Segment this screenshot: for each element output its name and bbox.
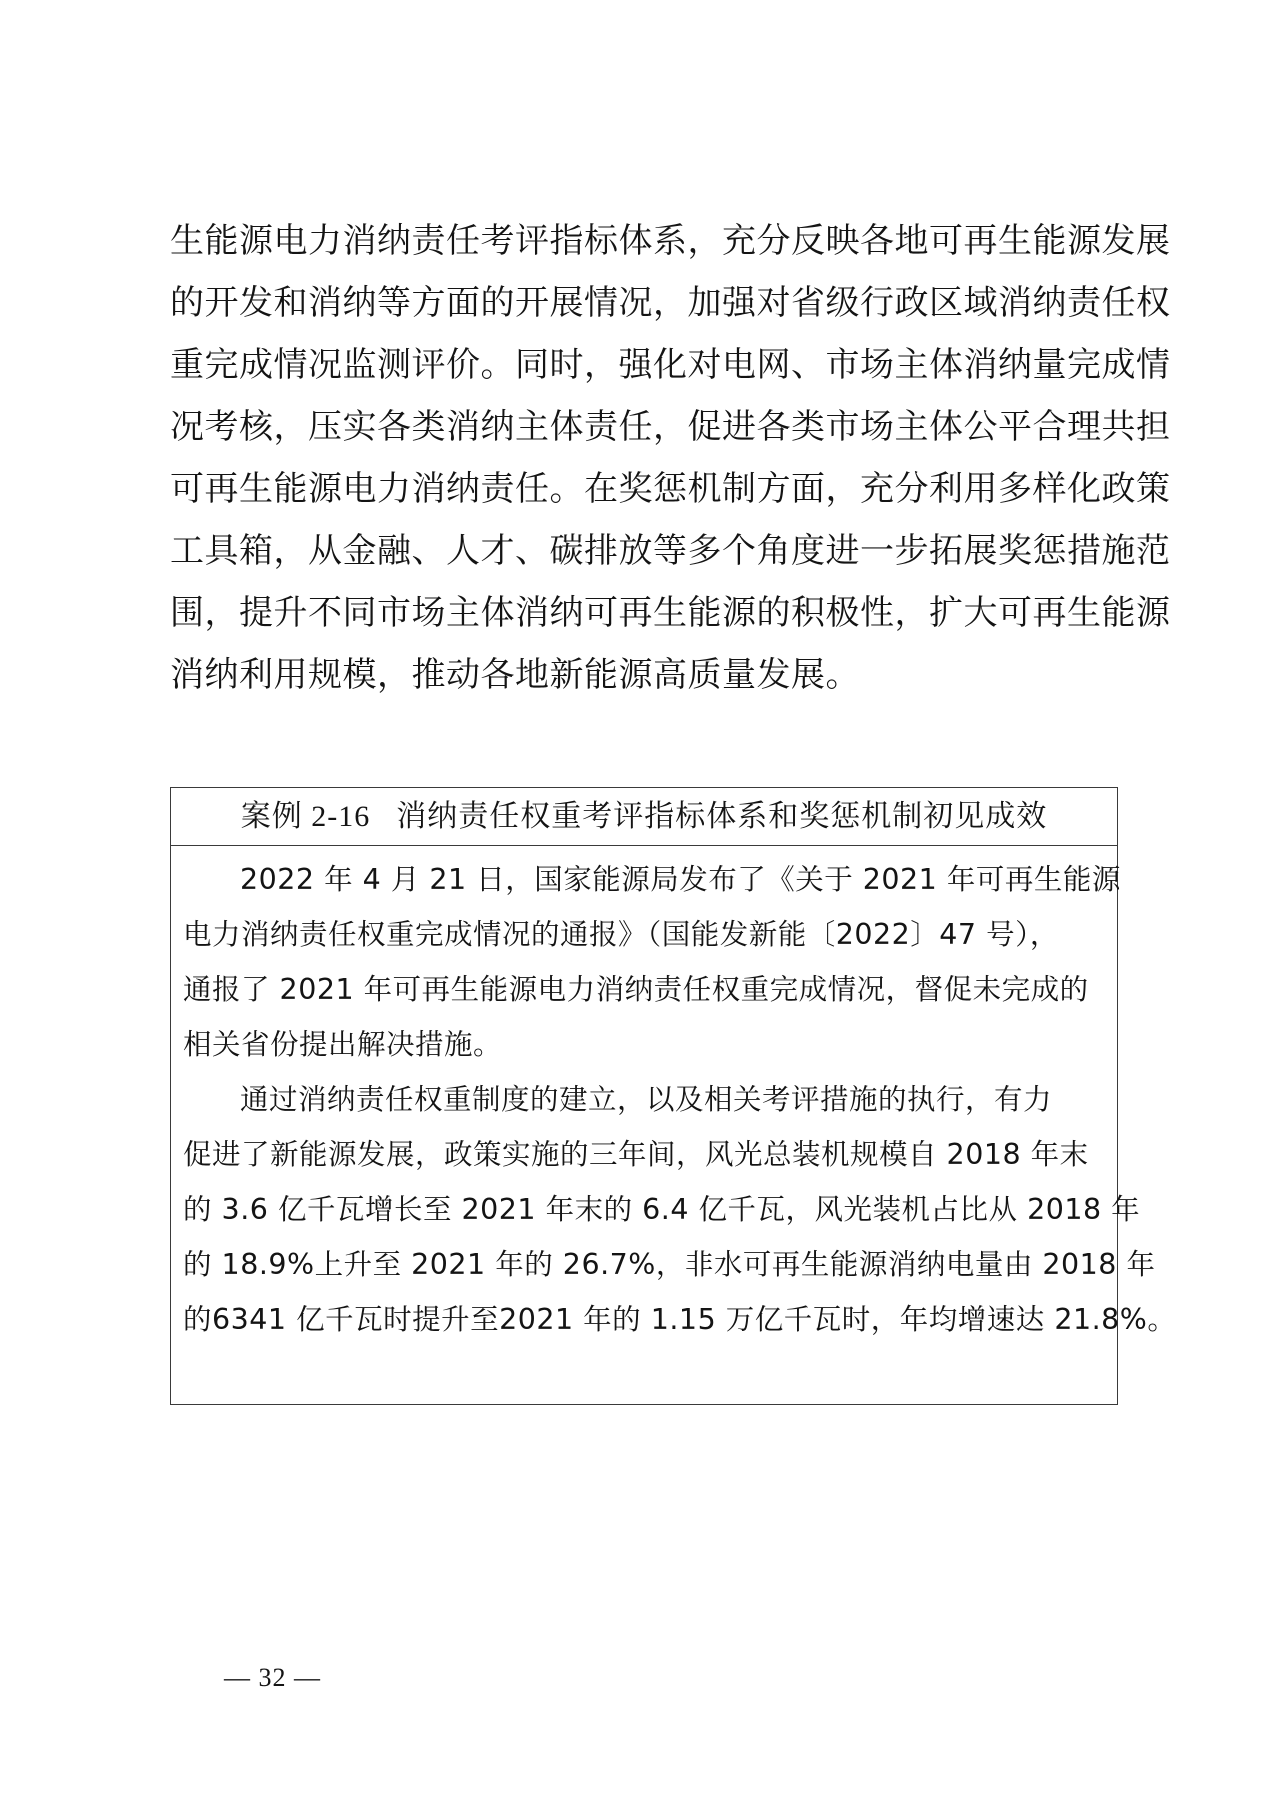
body-line: 可再生能源电力消纳责任。在奖惩机制方面，充分利用多样化政策 bbox=[170, 469, 1171, 509]
case-paragraph bbox=[183, 1072, 1177, 1347]
case-line: 通报了 2021 年可再生能源电力消纳责任权重完成情况，督促未完成的 bbox=[183, 973, 1089, 1006]
body-line: 的开发和消纳等方面的开展情况，加强对省级行政区域消纳责任权 bbox=[170, 283, 1171, 323]
case-label: 案例 2-16 bbox=[240, 800, 371, 833]
body-line: 况考核，压实各类消纳主体责任，促进各类市场主体公平合理共担 bbox=[170, 407, 1171, 447]
case-body bbox=[171, 846, 1177, 1347]
case-title-text: 消纳责任权重考评指标体系和奖惩机制初见成效 bbox=[396, 799, 1048, 834]
case-line: 相关省份提出解决措施。 bbox=[183, 1028, 503, 1061]
body-line: 生能源电力消纳责任考评指标体系，充分反映各地可再生能源发展 bbox=[170, 221, 1171, 261]
case-line: 的6341 亿千瓦时提升至2021 年的 1.15 万亿千瓦时，年均增速达 21.8%。 bbox=[183, 1303, 1177, 1336]
case-line: 的 18.9%上升至 2021 年的 26.7%，非水可再生能源消纳电量由 2018 年 bbox=[183, 1248, 1156, 1281]
case-line: 2022 年 4 月 21 日，国家能源局发布了《关于 2021 年可再生能源 bbox=[240, 863, 1121, 896]
case-study-box bbox=[170, 787, 1177, 1405]
body-paragraph bbox=[170, 210, 1171, 706]
case-paragraph bbox=[183, 852, 1121, 1072]
case-line: 电力消纳责任权重完成情况的通报》（国能发新能〔2022〕47 号）， bbox=[183, 918, 1059, 951]
body-line: 围，提升不同市场主体消纳可再生能源的积极性，扩大可再生能源 bbox=[170, 593, 1171, 633]
body-line: 工具箱，从金融、人才、碳排放等多个角度进一步拓展奖惩措施范 bbox=[170, 531, 1171, 571]
body-line: 重完成情况监测评价。同时，强化对电网、市场主体消纳量完成情 bbox=[170, 345, 1171, 385]
case-line: 促进了新能源发展，政策实施的三年间，风光总装机规模自 2018 年末 bbox=[183, 1138, 1089, 1171]
case-line: 通过消纳责任权重制度的建立，以及相关考评措施的执行，有力 bbox=[240, 1083, 1053, 1116]
case-title bbox=[171, 788, 1117, 846]
case-line: 的 3.6 亿千瓦增长至 2021 年末的 6.4 亿千瓦，风光装机占比从 2018 年 bbox=[183, 1193, 1141, 1226]
page-number: — 32 — bbox=[224, 1663, 321, 1692]
body-line: 消纳利用规模，推动各地新能源高质量发展。 bbox=[170, 655, 860, 695]
